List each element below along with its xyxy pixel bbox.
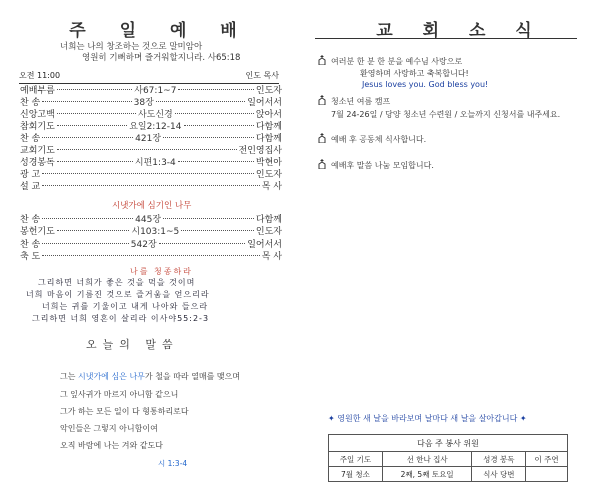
order-item-label: 광 고	[20, 170, 41, 180]
dot-leader	[178, 161, 254, 162]
order-item-label: 찬 송	[20, 98, 41, 108]
scripture-line: 그는 시냇가에 심은 나무가 철을 따라 열매를 맺으며	[60, 372, 241, 381]
dot-leader	[57, 125, 127, 126]
order-item-label: 참회기도	[20, 122, 55, 132]
order-item-label: 교회기도	[20, 146, 55, 156]
table-cell: 주일 기도	[329, 452, 383, 467]
sermon-title: 시냇가에 심기인 나무	[112, 201, 192, 211]
order-item-person: 목 사	[261, 251, 282, 262]
dot-leader	[163, 218, 254, 219]
news-item-1-line2: 환영하며 사랑하고 축복합니다!	[360, 69, 469, 78]
dot-leader	[42, 137, 133, 138]
order-item	[20, 167, 282, 178]
scripture-reference: 시 1:3-4	[158, 459, 188, 468]
order-item	[20, 249, 282, 260]
order-item-person: 인도자	[255, 86, 283, 96]
order-item-label: 예배부름	[20, 86, 55, 96]
church-icon	[317, 133, 327, 143]
news-item-3-line1: 예배 후 공동체 식사합니다.	[331, 135, 427, 144]
order-item-reference: 421장	[135, 134, 162, 144]
worship-title: 주 일 예 배	[69, 21, 251, 41]
invitation-line: 너희는 귀를 기울이고 내게 나아와 들으라	[42, 302, 209, 311]
invitation-line: 그리하면 너희가 좋은 것을 먹을 것이며	[38, 278, 196, 287]
order-item	[20, 179, 282, 190]
order-item-person: 일어서서	[247, 239, 282, 250]
dot-leader	[42, 243, 129, 244]
dot-leader	[57, 89, 132, 90]
table-cell: 선 한나 집사	[382, 452, 472, 467]
dot-leader	[184, 125, 254, 126]
order-item-person: 인도자	[255, 227, 282, 238]
scripture-line: 그가 하는 모든 일이 다 형통하리로다	[60, 407, 189, 416]
news-item-4-line1: 예배후 말씀 나눔 모임합니다.	[331, 161, 434, 170]
order-item-label: 찬 송	[20, 134, 41, 144]
church-icon	[317, 159, 327, 169]
closing-banner: ✦ 영원한 새 날을 바라보며 날마다 새 날을 살아갑니다 ✦	[328, 414, 527, 423]
dot-leader	[57, 113, 136, 114]
order-item-reference: 요일2:12-14	[129, 122, 182, 132]
dot-leader	[42, 101, 131, 102]
theme-verse-line1: 너희는 나의 창조하는 것으로 말미암아	[60, 42, 203, 52]
order-item-reference: 시103:1~5	[131, 227, 180, 238]
order-item-reference: 시편1:3-4	[134, 158, 176, 168]
dot-leader	[57, 161, 133, 162]
order-item	[20, 155, 282, 166]
dot-leader	[178, 89, 253, 90]
order-item	[20, 237, 282, 248]
dot-leader	[42, 185, 260, 186]
news-title: 교 회 소 식	[376, 21, 544, 41]
table-cell	[526, 467, 568, 482]
invitation-line: 그리하면 너희 영혼이 살리라 이사야55:2-3	[32, 314, 210, 323]
order-item-person: 다함께	[255, 134, 282, 144]
invitation-line: 너희 마음이 기름진 것으로 즐거움을 얻으리라	[26, 290, 210, 299]
table-cell: 7월 청소	[329, 467, 383, 482]
worship-time-row	[19, 70, 279, 84]
order-item	[20, 224, 282, 238]
dot-leader	[159, 243, 246, 244]
dot-leader	[175, 113, 254, 114]
order-item-person: 앉아서	[255, 110, 282, 120]
order-item-reference: 445장	[135, 215, 162, 225]
banner-mark-icon: ✦	[517, 414, 527, 423]
banner-mark-icon: ✦	[328, 414, 338, 423]
order-item-person: 일어서서	[247, 98, 282, 108]
order-item	[20, 212, 282, 223]
order-item-label: 찬 송	[20, 239, 41, 250]
scripture-line: 오직 바람에 나는 겨와 같도다	[60, 441, 163, 450]
order-item	[20, 107, 282, 118]
service-schedule-table	[328, 434, 568, 482]
table-cell: 성경 봉독	[472, 452, 526, 467]
scripture-line: 악인들은 그렇지 아니함이여	[60, 424, 158, 433]
news-item-1-line3: Jesus loves you. God bless you!	[362, 80, 489, 89]
order-item-person: 인도자	[255, 170, 282, 180]
order-item-label: 찬 송	[20, 215, 41, 225]
service-table-caption: 다음 주 봉사 위원	[329, 435, 568, 452]
theme-verse-line2: 영원히 기뻐하며 즐거워할지니라. 사65:18	[82, 53, 241, 63]
dot-leader	[42, 218, 133, 219]
news-item-1-line1: 여러분 한 분 한 분을 예수님 사랑으로	[331, 57, 463, 66]
news-item-2-line2: 7월 24-26일 / 당양 청소년 수련원 / 오늘까지 신청서를 내주세요.	[331, 110, 561, 119]
order-item-reference: 사도신경	[137, 110, 173, 120]
table-cell: 식사 당번	[472, 467, 526, 482]
todays-word-title: 오늘의 말씀	[86, 338, 179, 351]
worship-leader: 인도 목사	[245, 71, 279, 80]
scripture-line: 그 잎사귀가 마르지 아니함 같으니	[60, 390, 179, 399]
order-item-label: 설 교	[20, 182, 41, 192]
news-item-2-line1: 청소년 여름 캠프	[331, 97, 391, 106]
invitation-title: 나를 청종하라	[130, 267, 193, 276]
dot-leader	[42, 173, 254, 174]
order-item-label: 봉헌기도	[20, 227, 55, 238]
order-item	[20, 95, 282, 106]
dot-leader	[181, 230, 254, 231]
order-item-person: 다함께	[255, 122, 282, 132]
dot-leader	[57, 149, 237, 150]
order-item-reference: 사67:1~7	[134, 86, 177, 96]
dot-leader	[42, 255, 260, 256]
order-item	[20, 143, 282, 154]
order-item	[20, 119, 282, 130]
news-divider	[315, 38, 577, 39]
order-item-person: 전인영집사	[238, 146, 282, 156]
order-item-label: 성경봉독	[20, 158, 55, 168]
order-item-person: 다함께	[255, 215, 282, 225]
order-item	[20, 83, 282, 94]
order-item-person: 목 사	[261, 182, 282, 192]
church-icon	[317, 95, 327, 105]
order-item-reference: 542장	[130, 239, 157, 250]
order-item-label: 신앙고백	[20, 110, 55, 120]
dot-leader	[163, 137, 254, 138]
order-item-label: 축 도	[20, 251, 41, 262]
order-item-reference: 38장	[133, 98, 154, 108]
dot-leader	[156, 101, 245, 102]
order-item	[20, 131, 282, 142]
table-cell: 2째, 5째 토요일	[382, 467, 472, 482]
dot-leader	[57, 230, 130, 231]
worship-time: 오전 11:00	[19, 71, 61, 80]
order-item-person: 박현아	[255, 158, 283, 168]
church-icon	[317, 55, 327, 65]
table-cell: 이 주연	[526, 452, 568, 467]
